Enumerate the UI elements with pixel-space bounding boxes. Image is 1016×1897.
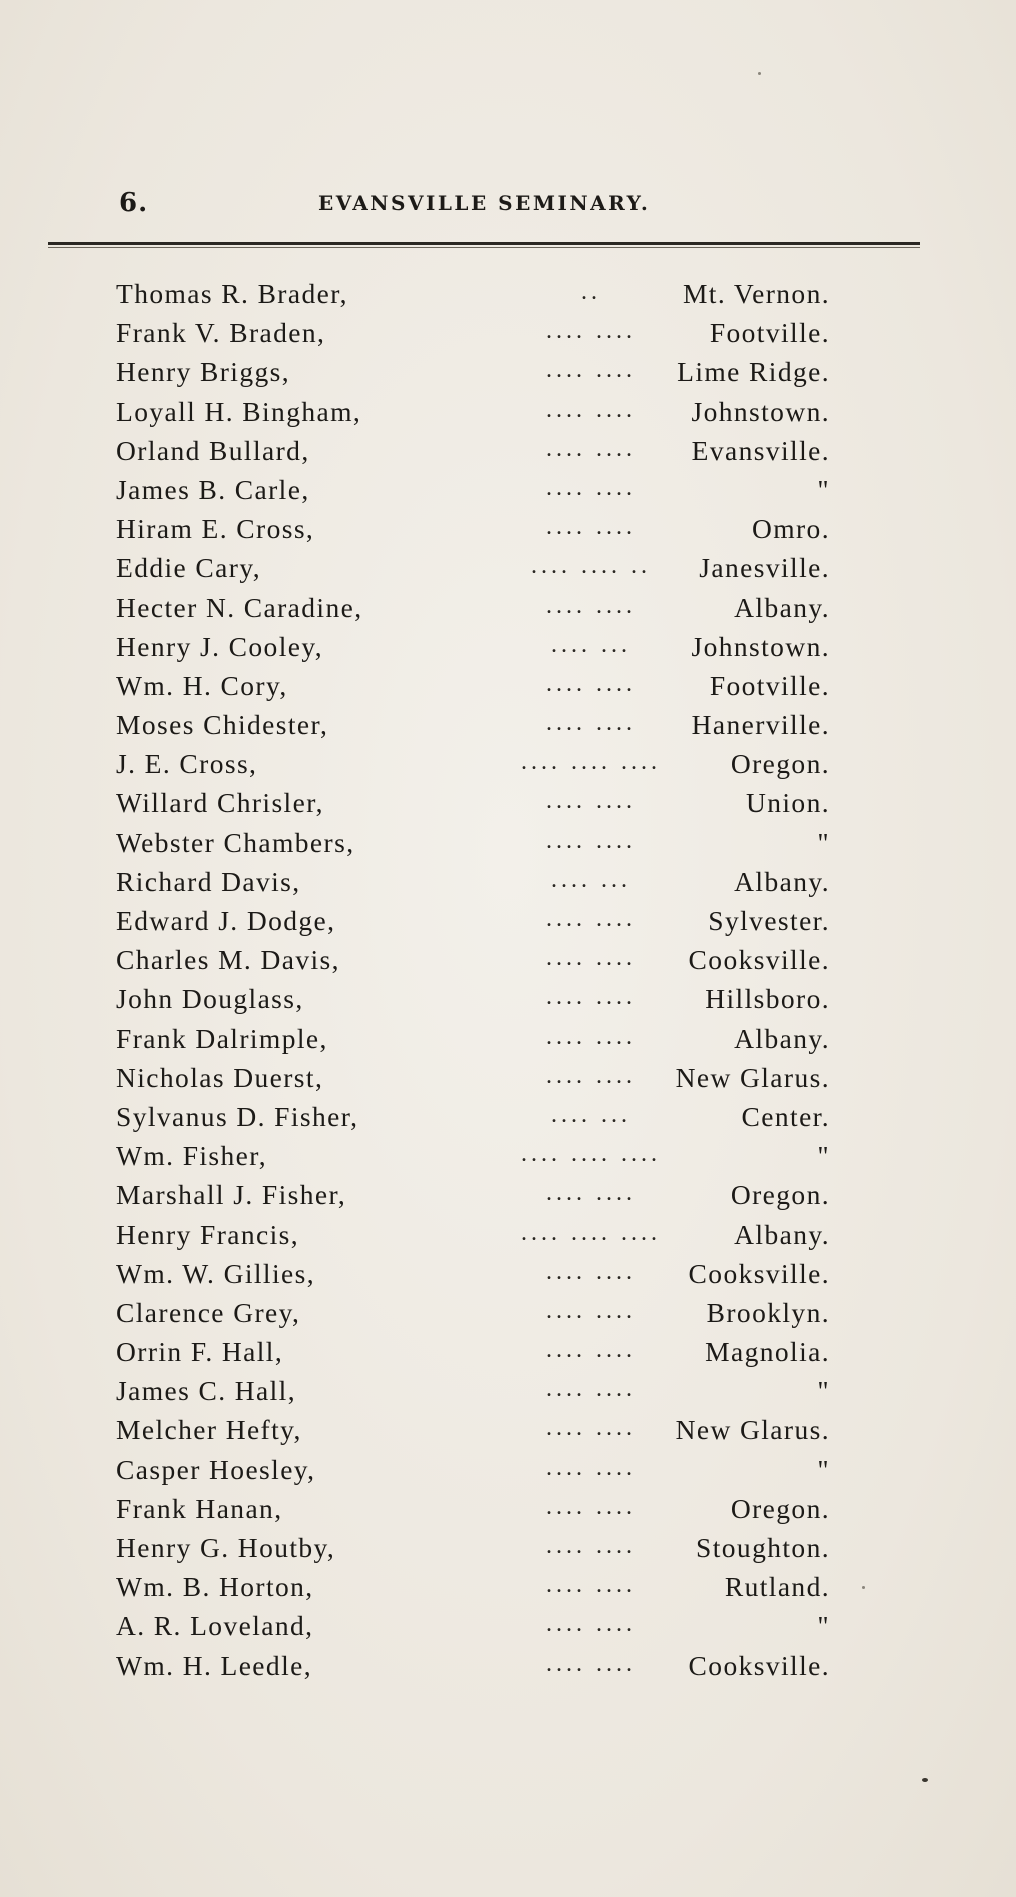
hometown: Johnstown. [691, 630, 830, 662]
header-rule [48, 242, 920, 245]
roster-entry [116, 1569, 830, 1608]
student-name: Clarence Grey, [116, 1296, 301, 1328]
dot-leader: .... .... [546, 984, 636, 1011]
dot-leader: .... .... [546, 906, 636, 932]
roster-entry [116, 785, 830, 824]
roster-entry [116, 1177, 830, 1216]
student-name: Webster Chambers, [116, 826, 355, 858]
dot-leader: .... .... .... [521, 749, 661, 776]
dot-leader: .... .... [546, 1611, 636, 1638]
student-name: Eddie Cary, [116, 552, 261, 584]
page-number: 6. [119, 188, 149, 218]
dot-leader: .... .... [546, 396, 636, 423]
roster-entry [116, 1452, 830, 1491]
roster-entry [116, 1138, 830, 1177]
dot-leader: .... .... [546, 592, 636, 619]
dot-leader: .... .... [546, 827, 636, 854]
hometown: Oregon. [730, 1179, 830, 1211]
hometown: Rutland. [724, 1571, 830, 1603]
hometown: New Glarus. [675, 1061, 830, 1093]
dot-leader: .... .... [546, 1023, 636, 1050]
hometown: Sylvester. [708, 905, 830, 936]
dot-leader: .... .... .... [521, 1219, 661, 1246]
roster-entry [116, 590, 830, 629]
student-name: Thomas R. Brader, [116, 278, 348, 309]
student-name: A. R. Loveland, [116, 1610, 314, 1642]
roster-entry [116, 1608, 830, 1647]
roster-entry [116, 1060, 830, 1099]
roster-entry [116, 1530, 830, 1569]
student-name: Wm. Fisher, [116, 1140, 268, 1172]
paper-speck [862, 1586, 865, 1589]
student-name: Wm. H. Leedle, [116, 1649, 312, 1681]
student-name: J. E. Cross, [116, 748, 258, 780]
roster-entry [116, 394, 830, 433]
roster-entry [116, 433, 830, 472]
hometown: Stoughton. [696, 1532, 830, 1563]
roster-entry [116, 1099, 830, 1138]
roster-entry [116, 276, 830, 315]
dot-leader: .... .... [546, 1415, 636, 1442]
roster-entry [116, 981, 830, 1020]
dot-leader: .... .... [546, 670, 636, 697]
student-name: Loyall H. Bingham, [116, 395, 362, 427]
student-name: John Douglass, [116, 983, 304, 1015]
roster-entry [116, 354, 830, 393]
hometown: Albany. [734, 865, 830, 897]
header-rule-thin [48, 247, 920, 248]
roster-entry [116, 864, 830, 903]
student-name: James B. Carle, [116, 473, 310, 505]
hometown: Union. [745, 787, 830, 819]
hometown: Hillsboro. [705, 983, 830, 1015]
student-name: Hecter N. Caradine, [116, 591, 363, 623]
hometown: Janesville. [699, 552, 830, 584]
dot-leader: .... .... [546, 474, 636, 501]
dot-leader: .... .... [546, 1572, 636, 1599]
roster-entry [116, 472, 830, 511]
hometown: Cooksville. [688, 1649, 830, 1681]
dot-leader: .... .... [546, 1258, 636, 1285]
roster-entry [116, 1334, 830, 1373]
student-name: Henry J. Cooley, [116, 630, 323, 662]
roster-entry [116, 746, 830, 785]
student-name: Nicholas Duerst, [116, 1061, 324, 1093]
dot-leader: .... .... [546, 514, 636, 541]
student-name: Willard Chrisler, [116, 787, 324, 819]
roster-entry [116, 1491, 830, 1530]
hometown: Oregon. [730, 748, 830, 780]
student-name: Frank Dalrimple, [116, 1022, 328, 1054]
hometown: " [817, 1453, 830, 1485]
roster-entry [116, 707, 830, 746]
hometown: Johnstown. [691, 395, 830, 427]
roster-entry [116, 1021, 830, 1060]
hometown: " [817, 826, 830, 858]
student-name: Wm. W. Gillies, [116, 1257, 315, 1289]
hometown: " [817, 1140, 830, 1172]
roster-entry [116, 1256, 830, 1295]
hometown: Albany. [734, 591, 830, 623]
roster-entry [116, 1648, 830, 1687]
student-name: Charles M. Davis, [116, 944, 340, 976]
dot-leader: .... .... [546, 318, 636, 345]
roster-entry [116, 1217, 830, 1256]
student-name: Casper Hoesley, [116, 1453, 316, 1485]
roster-entry [116, 315, 830, 354]
student-name: Henry Briggs, [116, 356, 291, 388]
roster-entry [116, 1295, 830, 1334]
page-header [0, 188, 1016, 228]
dot-leader: .... .... .. [531, 553, 651, 580]
student-name: Wm. B. Horton, [116, 1571, 314, 1603]
dot-leader: .. [581, 279, 601, 305]
dot-leader: .... .... [546, 788, 636, 815]
hometown: " [817, 1375, 830, 1407]
student-name: Wm. H. Cory, [116, 669, 288, 701]
dot-leader: .... .... [546, 1533, 636, 1559]
roster-entry [116, 550, 830, 589]
hometown: Mt. Vernon. [682, 278, 830, 309]
hometown: Cooksville. [688, 944, 830, 976]
student-name: Sylvanus D. Fisher, [116, 1100, 359, 1132]
student-name: Moses Chidester, [116, 709, 329, 741]
student-name: Henry Francis, [116, 1218, 300, 1250]
roster-entry [116, 511, 830, 550]
hometown: Albany. [734, 1218, 830, 1250]
roster-entry [116, 1373, 830, 1412]
hometown: Oregon. [730, 1492, 830, 1524]
hometown: Footville. [709, 669, 830, 701]
hometown: Center. [741, 1100, 830, 1132]
roster-entry [116, 903, 830, 942]
student-name: Edward J. Dodge, [116, 905, 336, 936]
roster-entry [116, 668, 830, 707]
roster-entry [116, 629, 830, 668]
student-name: Melcher Hefty, [116, 1414, 302, 1446]
student-name: James C. Hall, [116, 1375, 296, 1407]
student-name: Henry G. Houtby, [116, 1532, 336, 1563]
hometown: Footville. [709, 317, 830, 349]
hometown: Evansville. [691, 434, 830, 466]
paper-speck [758, 72, 761, 75]
dot-leader: .... .... [546, 1650, 636, 1677]
dot-leader: .... .... [546, 1376, 636, 1403]
hometown: " [817, 1610, 830, 1642]
hometown: Lime Ridge. [677, 356, 830, 388]
roster-entry [116, 825, 830, 864]
student-name: Richard Davis, [116, 865, 301, 897]
dot-leader: .... .... [546, 1297, 636, 1324]
hometown: New Glarus. [675, 1414, 830, 1446]
student-roster [116, 276, 830, 1687]
hometown: Hanerville. [691, 709, 830, 741]
hometown: Cooksville. [688, 1257, 830, 1289]
hometown: " [817, 473, 830, 505]
student-name: Marshall J. Fisher, [116, 1179, 347, 1211]
running-title: EVANSVILLE SEMINARY. [318, 191, 651, 215]
dot-leader: .... ... [551, 866, 631, 893]
dot-leader: .... .... [546, 435, 636, 462]
dot-leader: .... .... [546, 1180, 636, 1207]
roster-entry [116, 942, 830, 981]
hometown: Omro. [751, 513, 830, 545]
dot-leader: .... .... [546, 1454, 636, 1481]
student-name: Orrin F. Hall, [116, 1336, 284, 1368]
student-name: Orland Bullard, [116, 434, 310, 466]
dot-leader: .... ... [551, 631, 631, 658]
paper-speck [922, 1778, 928, 1782]
dot-leader: .... .... [546, 1337, 636, 1364]
student-name: Frank Hanan, [116, 1492, 283, 1524]
dot-leader: .... .... [546, 1062, 636, 1089]
roster-entry [116, 1412, 830, 1451]
dot-leader: .... ... [551, 1101, 631, 1128]
dot-leader: .... .... [546, 945, 636, 972]
hometown: Albany. [734, 1022, 830, 1054]
hometown: Brooklyn. [706, 1296, 830, 1328]
student-name: Hiram E. Cross, [116, 513, 315, 545]
dot-leader: .... .... .... [521, 1141, 661, 1168]
student-name: Frank V. Braden, [116, 317, 326, 349]
hometown: Magnolia. [705, 1336, 830, 1368]
dot-leader: .... .... [546, 710, 636, 737]
dot-leader: .... .... [546, 357, 636, 384]
dot-leader: .... .... [546, 1493, 636, 1520]
